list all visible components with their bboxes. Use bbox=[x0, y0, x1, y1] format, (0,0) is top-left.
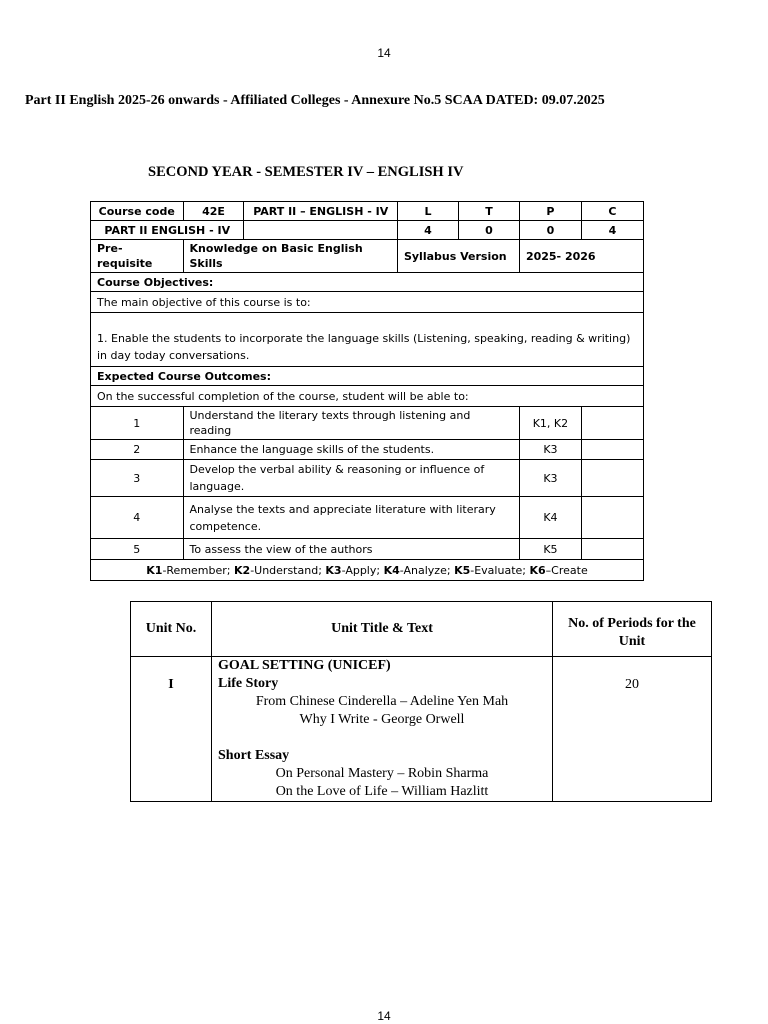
course-title: PART II ENGLISH - IV bbox=[91, 221, 244, 240]
page-number-bottom: 14 bbox=[377, 1009, 391, 1023]
legend-key: K3 bbox=[325, 563, 342, 577]
legend-value: -Evaluate; bbox=[470, 563, 530, 577]
outcome-empty bbox=[581, 440, 643, 460]
text-item: On the Love of Life – William Hazlitt bbox=[275, 784, 489, 799]
outcome-text: Analyse the texts and appreciate literature with literary competence. bbox=[183, 497, 519, 539]
outcome-number: 2 bbox=[91, 440, 184, 460]
legend-value: -Remember; bbox=[162, 563, 234, 577]
legend-value: -Apply; bbox=[341, 563, 384, 577]
outcome-k-level: K5 bbox=[519, 539, 581, 560]
legend-key: K5 bbox=[454, 563, 471, 577]
outcomes-label: Expected Course Outcomes: bbox=[91, 367, 644, 386]
outcome-number: 5 bbox=[91, 539, 184, 560]
legend-value: -Analyze; bbox=[399, 563, 455, 577]
outcome-k-level: K3 bbox=[519, 440, 581, 460]
objectives-intro: The main objective of this course is to: bbox=[91, 292, 644, 313]
course-code-label: Course code bbox=[91, 202, 184, 221]
outcome-row bbox=[91, 440, 644, 460]
unit-periods: 20 bbox=[553, 657, 712, 802]
outcome-row bbox=[91, 539, 644, 560]
unit-no-header: Unit No. bbox=[131, 602, 212, 657]
outcome-row bbox=[91, 497, 644, 539]
ltpc-value-t: 0 bbox=[458, 221, 519, 240]
legend-key: K1 bbox=[146, 563, 163, 577]
outcome-row bbox=[91, 407, 644, 440]
course-code-value: 42E bbox=[183, 202, 244, 221]
text-item: Why I Write - George Orwell bbox=[299, 712, 465, 727]
unit-heading: GOAL SETTING (UNICEF) bbox=[218, 658, 391, 673]
ltpc-value-c: 4 bbox=[581, 221, 643, 240]
unit-content bbox=[212, 657, 553, 802]
outcome-text: Develop the verbal ability & reasoning or influence of language. bbox=[183, 460, 519, 497]
part-header: PART II – ENGLISH - IV bbox=[244, 202, 397, 221]
syllabus-version-label: Syllabus Version bbox=[397, 240, 519, 273]
course-details-table bbox=[90, 201, 644, 581]
document-title: Part II English 2025-26 onwards - Affiliated Colleges - Annexure No.5 SCAA DATED: 09.07.2025 bbox=[25, 93, 605, 108]
syllabus-version-value: 2025- 2026 bbox=[519, 240, 643, 273]
objective-1: 1. Enable the students to incorporate the language skills (Listening, speaking, reading & writing) in day today conversations. bbox=[91, 313, 644, 367]
ltpc-header-t: T bbox=[458, 202, 519, 221]
outcomes-intro: On the successful completion of the course, student will be able to: bbox=[91, 386, 644, 407]
outcome-text: Understand the literary texts through listening and reading bbox=[183, 407, 519, 440]
outcome-k-level: K4 bbox=[519, 497, 581, 539]
short-essay-label: Short Essay bbox=[218, 748, 290, 763]
outcome-empty bbox=[581, 407, 643, 440]
ltpc-value-p: 0 bbox=[519, 221, 581, 240]
periods-header: No. of Periods for the Unit bbox=[553, 602, 712, 657]
life-story-label: Life Story bbox=[218, 676, 279, 691]
k-level-legend bbox=[91, 560, 644, 581]
objectives-label: Course Objectives: bbox=[91, 273, 644, 292]
prerequisite-value: Knowledge on Basic English Skills bbox=[183, 240, 397, 273]
outcome-empty bbox=[581, 497, 643, 539]
outcome-row bbox=[91, 460, 644, 497]
unit-row bbox=[131, 657, 712, 802]
outcome-text: To assess the view of the authors bbox=[183, 539, 519, 560]
outcome-empty bbox=[581, 460, 643, 497]
outcome-number: 4 bbox=[91, 497, 184, 539]
text-item: On Personal Mastery – Robin Sharma bbox=[275, 766, 489, 781]
prerequisite-label: Pre-requisite bbox=[91, 240, 184, 273]
outcome-text: Enhance the language skills of the students. bbox=[183, 440, 519, 460]
unit-table-header bbox=[131, 602, 712, 657]
outcome-k-level: K1, K2 bbox=[519, 407, 581, 440]
page-number-top: 14 bbox=[377, 46, 391, 60]
legend-key: K6 bbox=[529, 563, 546, 577]
unit-title-header: Unit Title & Text bbox=[212, 602, 553, 657]
course-title-row bbox=[91, 221, 644, 240]
legend-value: -Understand; bbox=[250, 563, 326, 577]
ltpc-value-l: 4 bbox=[397, 221, 458, 240]
unit-table bbox=[130, 601, 712, 802]
outcome-number: 1 bbox=[91, 407, 184, 440]
outcome-empty bbox=[581, 539, 643, 560]
unit-number: I bbox=[131, 657, 212, 802]
legend-key: K4 bbox=[383, 563, 400, 577]
ltpc-header-c: C bbox=[581, 202, 643, 221]
legend-value: –Create bbox=[545, 563, 588, 577]
course-code-row bbox=[91, 202, 644, 221]
ltpc-header-l: L bbox=[397, 202, 458, 221]
outcome-k-level: K3 bbox=[519, 460, 581, 497]
empty-cell bbox=[244, 221, 397, 240]
outcome-number: 3 bbox=[91, 460, 184, 497]
text-item: From Chinese Cinderella – Adeline Yen Mah bbox=[255, 694, 509, 709]
ltpc-header-p: P bbox=[519, 202, 581, 221]
semester-title: SECOND YEAR - SEMESTER IV – ENGLISH IV bbox=[148, 164, 464, 180]
prerequisite-row bbox=[91, 240, 644, 273]
legend-key: K2 bbox=[234, 563, 251, 577]
